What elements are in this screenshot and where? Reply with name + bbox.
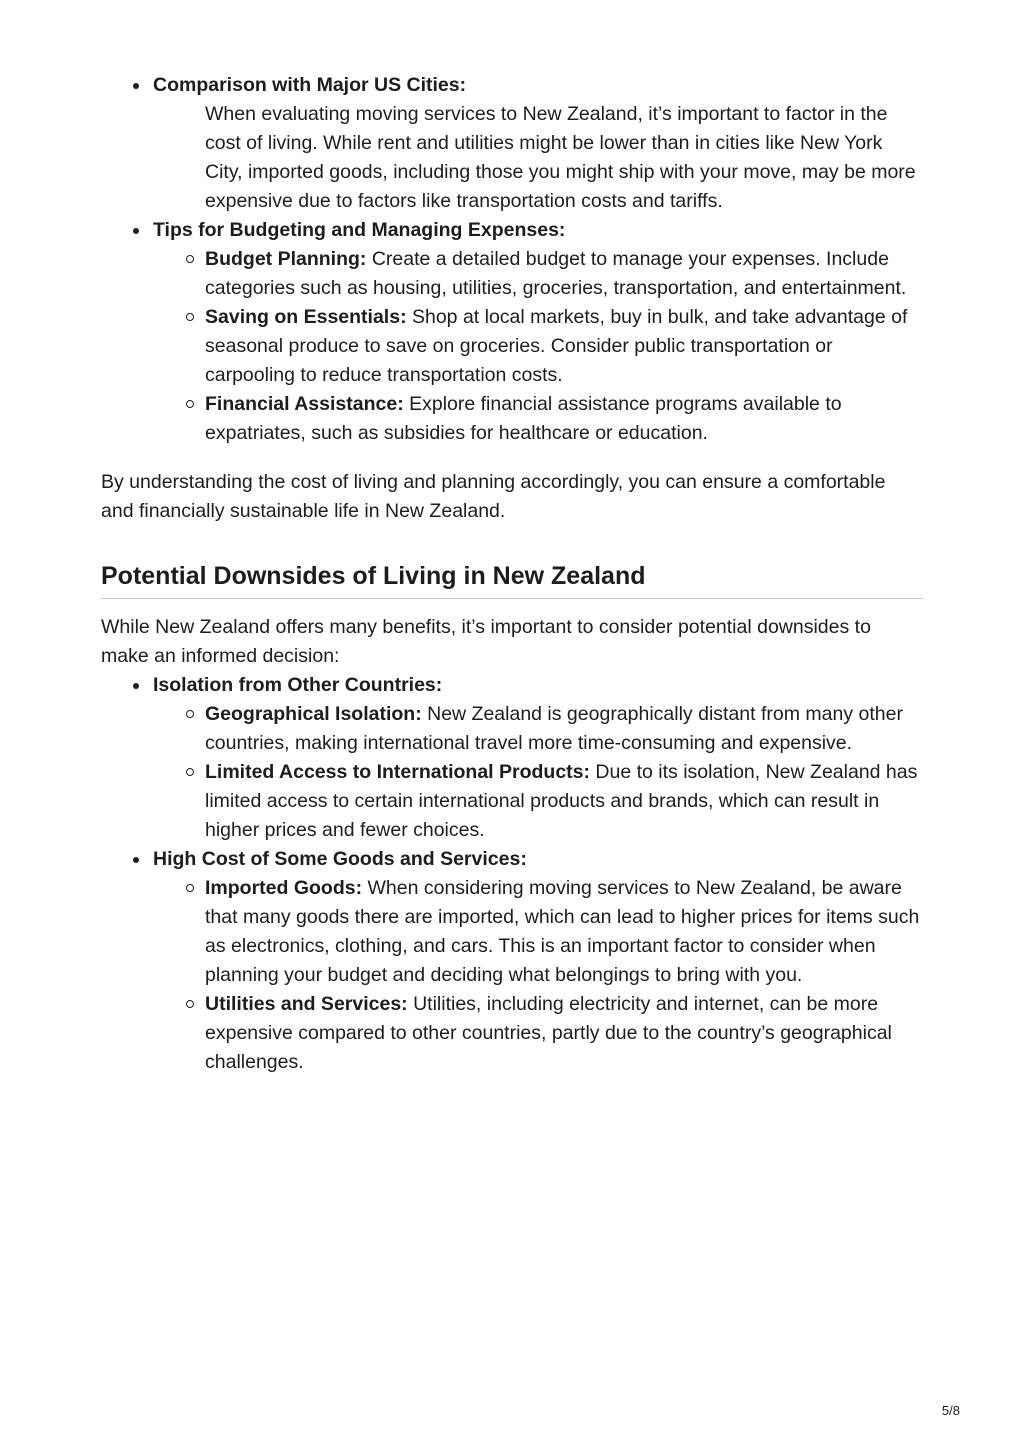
circle-bullet-icon [186,255,194,263]
sublist-item-text: New Zealand is geographically distant from many other countries, making international travel more time-consuming and expensive. [205,703,903,754]
circle-bullet-icon [186,768,194,776]
circle-bullet-icon [186,710,194,718]
sublist-item-text: Utilities, including electricity and internet, can be more expensive compared to other countries, partly due to the country’s geographical challenges. [205,993,892,1073]
list-item [153,845,923,1077]
sublist-item-text: Create a detailed budget to manage your expenses. Include categories such as housing, utilities, groceries, transportation, and entertainment. [205,248,907,299]
document-page [101,71,923,1077]
list-item-heading: Isolation from Other Countries: [153,674,443,696]
intro-paragraph: While New Zealand offers many benefits, it’s important to consider potential downsides to make an informed decision: [101,616,871,667]
sublist-item-label: Financial Assistance: [205,393,404,415]
sublist-item [205,990,923,1077]
bullet-icon [133,228,139,234]
sublist-item-text: Due to its isolation, New Zealand has limited access to certain international products and brands, which can result in higher prices and fewer choices. [205,761,918,841]
sublist-item-label: Limited Access to International Products: [205,761,591,783]
sublist-item [205,245,923,303]
sublist-item [205,874,923,990]
sublist-item-label: Geographical Isolation: [205,703,422,725]
list-item-text: When evaluating moving services to New Zealand, it’s important to factor in the cost of living. While rent and utilities might be lower than in cities like New York City, imported goods, including those you might ship with your move, may be more expensive due to factors like transportation costs and tariffs. [205,103,916,212]
sublist-item-label: Saving on Essentials: [205,306,407,328]
conclusion-paragraph: By understanding the cost of living and planning accordingly, you can ensure a comfortable and financially sustainable life in New Zealand. [101,471,886,522]
circle-bullet-icon [186,884,194,892]
sublist-item [205,390,923,448]
sublist-item-text: When considering moving services to New Zealand, be aware that many goods there are imported, which can lead to higher prices for items such as electronics, clothing, and cars. This is an important factor to consider when planning your budget and deciding what belongings to bring with you. [205,877,920,986]
cost-of-living-list [101,71,923,448]
sublist-item-text: Shop at local markets, buy in bulk, and take advantage of seasonal produce to save on groceries. Consider public transportation or carpooling to reduce transportation costs. [205,306,908,386]
sublist-item [205,303,923,390]
list-item-heading: High Cost of Some Goods and Services: [153,848,527,870]
bullet-icon [133,857,139,863]
sublist-item-label: Budget Planning: [205,248,367,270]
list-item-heading: Tips for Budgeting and Managing Expenses: [153,219,566,241]
sublist-item-text: Explore financial assistance programs available to expatriates, such as subsidies for healthcare or education. [205,393,842,444]
bullet-icon [133,683,139,689]
budget-tips-sublist [153,245,923,448]
list-item [153,671,923,845]
bullet-icon [133,83,139,89]
sublist-item [205,700,923,758]
list-item [153,71,923,216]
sublist-item [205,758,923,845]
circle-bullet-icon [186,313,194,321]
page-number: 5/8 [941,1403,960,1418]
circle-bullet-icon [186,1000,194,1008]
high-cost-sublist [153,874,923,1077]
isolation-sublist [153,700,923,845]
downsides-list [101,671,923,1077]
sublist-item-label: Imported Goods: [205,877,363,899]
sublist-item-label: Utilities and Services: [205,993,408,1015]
circle-bullet-icon [186,400,194,408]
section-heading: Potential Downsides of Living in New Zealand [101,560,923,599]
list-item-heading: Comparison with Major US Cities: [153,74,467,96]
list-item [153,216,923,448]
